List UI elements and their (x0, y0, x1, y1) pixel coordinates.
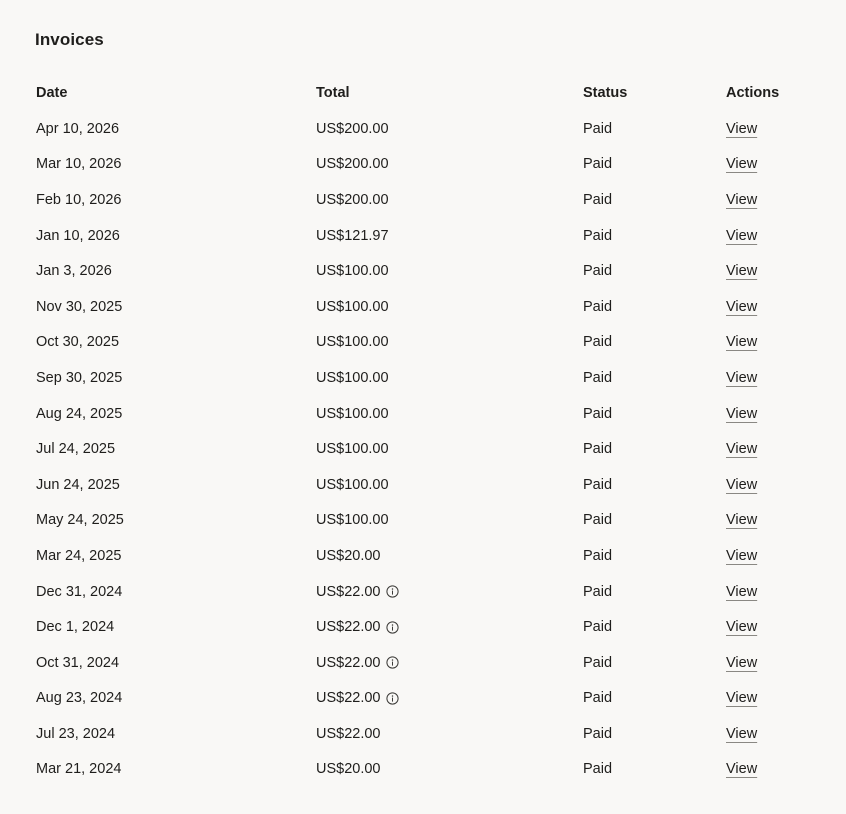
table-row (36, 467, 816, 503)
table-row (36, 681, 816, 717)
invoice-status: Paid (583, 547, 613, 564)
invoice-total-wrap (316, 441, 389, 457)
invoice-total-wrap (316, 121, 389, 137)
invoice-status: Paid (583, 441, 613, 458)
invoice-total-cell (316, 325, 583, 361)
table-row (36, 218, 816, 254)
invoice-actions-cell (726, 716, 816, 752)
view-invoice-link[interactable]: View (726, 298, 758, 315)
invoices-title: Invoices (35, 30, 104, 49)
invoice-date: Feb 10, 2026 (36, 191, 122, 208)
invoice-actions-cell (726, 681, 816, 717)
invoice-status: Paid (583, 120, 613, 137)
invoice-total-cell (316, 574, 583, 610)
invoice-total-cell (316, 182, 583, 218)
view-invoice-link[interactable]: View (726, 654, 758, 671)
invoice-total: US$20.00 (316, 761, 381, 778)
invoice-total-wrap (316, 690, 399, 706)
invoice-date: Jul 23, 2024 (36, 725, 116, 742)
invoice-date: Oct 31, 2024 (36, 654, 120, 671)
invoice-actions-cell (726, 147, 816, 183)
invoice-status: Paid (583, 690, 613, 707)
invoice-total-cell (316, 289, 583, 325)
invoice-total-cell (316, 645, 583, 681)
table-row (36, 325, 816, 361)
invoice-total: US$20.00 (316, 547, 381, 564)
invoice-total: US$100.00 (316, 263, 389, 280)
invoice-status: Paid (583, 156, 613, 173)
invoice-total-wrap (316, 192, 389, 208)
invoice-status: Paid (583, 298, 613, 315)
invoice-total-wrap (316, 584, 399, 600)
invoice-status: Paid (583, 761, 613, 778)
invoice-actions-cell (726, 503, 816, 539)
invoice-status: Paid (583, 263, 613, 280)
view-invoice-link[interactable]: View (726, 120, 758, 137)
info-circle-icon[interactable] (386, 692, 399, 705)
invoice-status: Paid (583, 405, 613, 422)
invoice-total-cell (316, 681, 583, 717)
invoice-total: US$200.00 (316, 120, 389, 137)
invoice-actions-cell (726, 325, 816, 361)
invoice-total-wrap (316, 726, 381, 742)
info-circle-icon[interactable] (386, 585, 399, 598)
invoice-status: Paid (583, 191, 613, 208)
table-row (36, 396, 816, 432)
invoice-total: US$100.00 (316, 298, 389, 315)
invoice-actions-cell (726, 111, 816, 147)
view-invoice-link[interactable]: View (726, 405, 758, 422)
table-row (36, 431, 816, 467)
invoice-total-cell (316, 431, 583, 467)
invoice-total: US$22.00 (316, 654, 381, 671)
invoice-total-cell (316, 503, 583, 539)
invoice-actions-cell (726, 431, 816, 467)
invoice-actions-cell (726, 574, 816, 610)
table-header-row (36, 75, 816, 111)
invoice-total-wrap (316, 334, 389, 350)
invoice-actions-cell (726, 538, 816, 574)
table-row (36, 503, 816, 539)
invoice-total-wrap (316, 299, 389, 315)
invoice-total-wrap (316, 477, 389, 493)
invoice-total: US$100.00 (316, 405, 389, 422)
invoice-actions-cell (726, 609, 816, 645)
invoice-date: Aug 24, 2025 (36, 405, 123, 422)
view-invoice-link[interactable]: View (726, 690, 758, 707)
invoice-date: May 24, 2025 (36, 512, 124, 529)
invoice-total-cell (316, 538, 583, 574)
invoice-total: US$22.00 (316, 725, 381, 742)
invoice-total: US$100.00 (316, 512, 389, 529)
column-header-total: Total (316, 85, 350, 101)
invoice-actions-cell (726, 360, 816, 396)
table-row (36, 752, 816, 788)
invoice-status: Paid (583, 583, 613, 600)
view-invoice-link[interactable]: View (726, 156, 758, 173)
invoice-total-wrap (316, 512, 389, 528)
invoice-date: Sep 30, 2025 (36, 369, 123, 386)
invoice-total-cell (316, 396, 583, 432)
invoice-total-wrap (316, 406, 389, 422)
invoice-actions-cell (726, 752, 816, 788)
invoice-status: Paid (583, 619, 613, 636)
table-row (36, 289, 816, 325)
invoice-total-wrap (316, 655, 399, 671)
invoice-total-wrap (316, 156, 389, 172)
invoice-total-wrap (316, 263, 389, 279)
table-row (36, 147, 816, 183)
invoice-status: Paid (583, 476, 613, 493)
view-invoice-link[interactable]: View (726, 441, 758, 458)
invoice-total-cell (316, 609, 583, 645)
invoice-total-cell (316, 752, 583, 788)
invoice-total-cell (316, 360, 583, 396)
invoice-actions-cell (726, 645, 816, 681)
invoice-actions-cell (726, 253, 816, 289)
invoice-actions-cell (726, 218, 816, 254)
table-row (36, 538, 816, 574)
invoice-status: Paid (583, 369, 613, 386)
invoice-date: Jul 24, 2025 (36, 441, 116, 458)
invoice-total: US$22.00 (316, 619, 381, 636)
view-invoice-link[interactable]: View (726, 512, 758, 529)
table-row (36, 574, 816, 610)
invoice-status: Paid (583, 334, 613, 351)
invoice-status: Paid (583, 725, 613, 742)
invoice-date: Oct 30, 2025 (36, 334, 120, 351)
info-circle-icon[interactable] (386, 656, 399, 669)
view-invoice-link[interactable]: View (726, 227, 758, 244)
invoice-date: Apr 10, 2026 (36, 120, 120, 137)
view-invoice-link[interactable]: View (726, 619, 758, 636)
invoice-total-wrap (316, 548, 381, 564)
view-invoice-link[interactable]: View (726, 334, 758, 351)
column-header-actions: Actions (726, 85, 780, 101)
view-invoice-link[interactable]: View (726, 583, 758, 600)
view-invoice-link[interactable]: View (726, 476, 758, 493)
table-row (36, 716, 816, 752)
invoice-total-cell (316, 253, 583, 289)
invoice-total-wrap (316, 370, 389, 386)
table-row (36, 111, 816, 147)
table-row (36, 253, 816, 289)
table-row (36, 609, 816, 645)
invoice-actions-cell (726, 396, 816, 432)
invoice-total: US$121.97 (316, 227, 389, 244)
view-invoice-link[interactable]: View (726, 369, 758, 386)
info-circle-icon[interactable] (386, 621, 399, 634)
invoice-rows (36, 111, 816, 787)
invoice-total: US$100.00 (316, 476, 389, 493)
invoice-total: US$100.00 (316, 441, 389, 458)
invoice-date: Jan 10, 2026 (36, 227, 120, 244)
invoice-actions-cell (726, 467, 816, 503)
invoice-status: Paid (583, 227, 613, 244)
invoice-total: US$22.00 (316, 690, 381, 707)
invoice-total: US$200.00 (316, 191, 389, 208)
invoice-date: Mar 10, 2026 (36, 156, 122, 173)
invoice-total-cell (316, 467, 583, 503)
table-row (36, 182, 816, 218)
invoice-total-wrap (316, 228, 389, 244)
invoice-total: US$100.00 (316, 369, 389, 386)
column-header-date: Date (36, 85, 68, 101)
invoice-total-cell (316, 218, 583, 254)
table-row (36, 360, 816, 396)
invoice-date: Mar 21, 2024 (36, 761, 122, 778)
invoice-date: Jan 3, 2026 (36, 263, 112, 280)
view-invoice-link[interactable]: View (726, 761, 758, 778)
invoice-actions-cell (726, 182, 816, 218)
invoice-total-cell (316, 111, 583, 147)
invoice-total-wrap (316, 619, 399, 635)
invoice-total-wrap (316, 761, 381, 777)
invoice-total: US$22.00 (316, 583, 381, 600)
invoice-status: Paid (583, 654, 613, 671)
invoice-date: Jun 24, 2025 (36, 476, 120, 493)
invoice-date: Aug 23, 2024 (36, 690, 123, 707)
view-invoice-link[interactable]: View (726, 547, 758, 564)
invoice-total-cell (316, 147, 583, 183)
invoice-status: Paid (583, 512, 613, 529)
view-invoice-link[interactable]: View (726, 191, 758, 208)
view-invoice-link[interactable]: View (726, 725, 758, 742)
invoices-table (36, 75, 816, 787)
invoice-date: Dec 31, 2024 (36, 583, 123, 600)
column-header-status: Status (583, 85, 628, 101)
invoice-actions-cell (726, 289, 816, 325)
table-row (36, 645, 816, 681)
view-invoice-link[interactable]: View (726, 263, 758, 280)
invoice-total-cell (316, 716, 583, 752)
invoice-date: Nov 30, 2025 (36, 298, 123, 315)
invoice-date: Dec 1, 2024 (36, 619, 115, 636)
invoice-date: Mar 24, 2025 (36, 547, 122, 564)
invoice-total: US$100.00 (316, 334, 389, 351)
invoice-total: US$200.00 (316, 156, 389, 173)
